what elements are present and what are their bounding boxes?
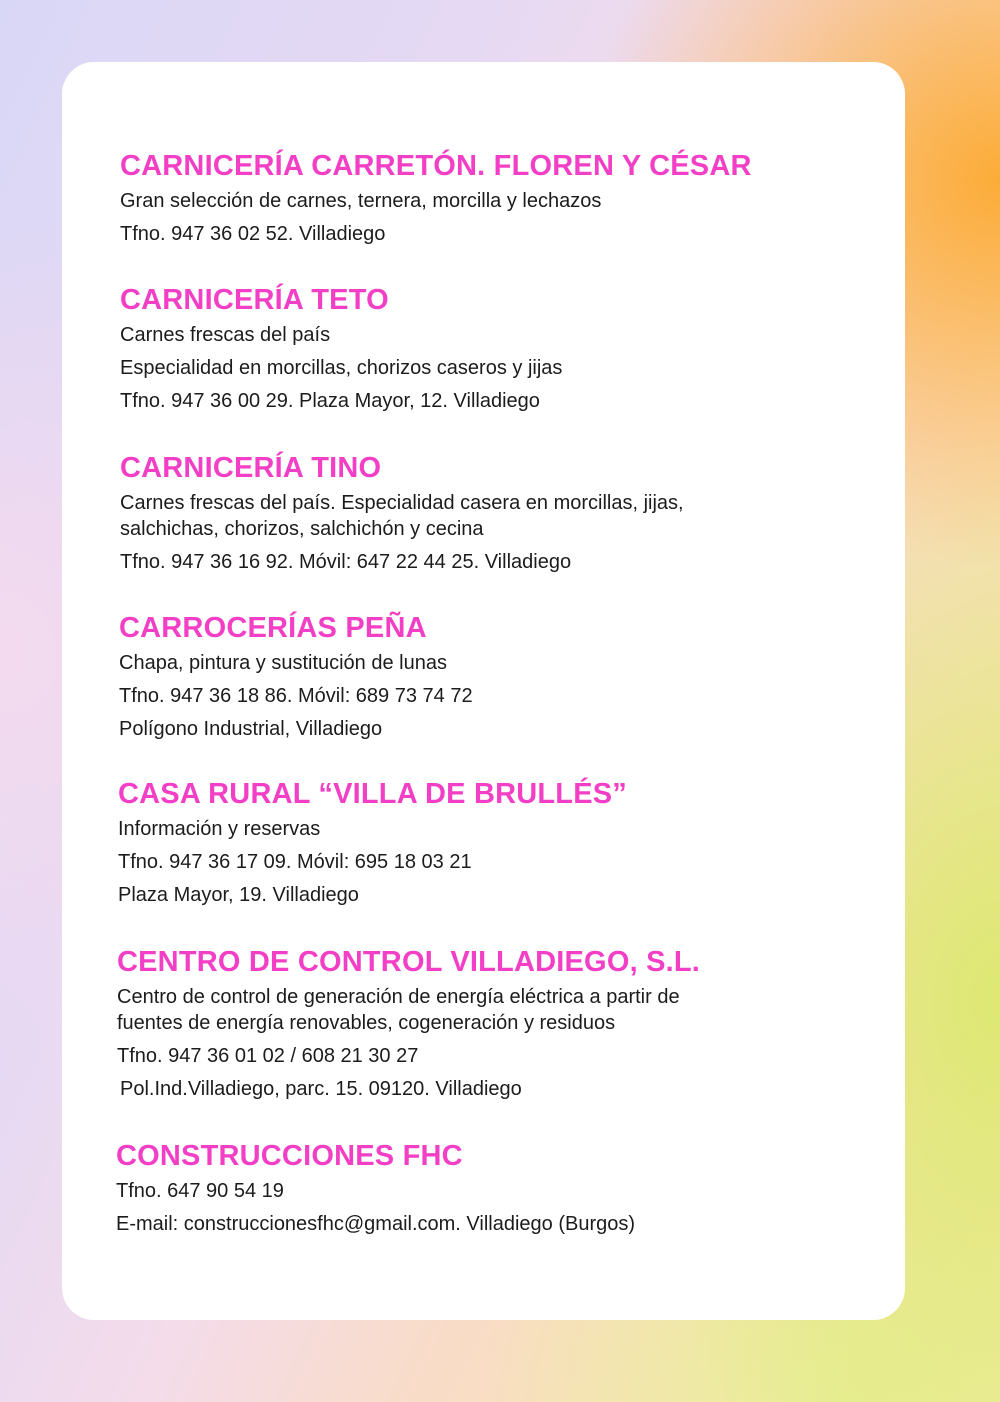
business-entry xyxy=(116,1138,876,1237)
business-description: Carnes frescas del país xyxy=(120,324,331,346)
business-description-cont: fuentes de energía renovables, cogeneración y residuos xyxy=(117,1012,616,1034)
business-entry xyxy=(120,282,880,414)
business-entry xyxy=(120,148,880,247)
business-phone: Tfno. 947 36 00 29. Plaza Mayor, 12. Villadiego xyxy=(120,390,540,412)
business-description: Gran selección de carnes, ternera, morcilla y lechazos xyxy=(120,190,602,212)
business-name: CARNICERÍA TETO xyxy=(120,284,389,316)
business-email[interactable]: E-mail: construccionesfhc@gmail.com. Villadiego (Burgos) xyxy=(116,1213,636,1235)
business-entry xyxy=(119,610,879,742)
business-entry xyxy=(120,450,880,575)
business-specialty: Especialidad en morcillas, chorizos caseros y jijas xyxy=(120,357,563,379)
business-address: Polígono Industrial, Villadiego xyxy=(119,718,383,740)
business-entry xyxy=(118,776,878,908)
business-name: CENTRO DE CONTROL VILLADIEGO, S.L. xyxy=(117,946,701,978)
business-address: Pol.Ind.Villadiego, parc. 15. 09120. Villadiego xyxy=(120,1078,522,1100)
business-name: CARNICERÍA TINO xyxy=(120,452,382,484)
business-description: Carnes frescas del país. Especialidad casera en morcillas, jijas, xyxy=(120,492,684,514)
business-phone: Tfno. 947 36 17 09. Móvil: 695 18 03 21 xyxy=(118,851,472,873)
business-description: Información y reservas xyxy=(118,818,321,840)
business-name: CARNICERÍA CARRETÓN. FLOREN Y CÉSAR xyxy=(120,150,752,182)
business-description: Centro de control de generación de energía eléctrica a partir de xyxy=(117,986,680,1008)
business-phone: Tfno. 947 36 01 02 / 608 21 30 27 xyxy=(117,1045,419,1067)
business-description-cont: salchichas, chorizos, salchichón y cecina xyxy=(120,518,484,540)
business-name: CARROCERÍAS PEÑA xyxy=(119,612,427,644)
business-name: CASA RURAL “VILLA DE BRULLÉS” xyxy=(118,778,628,810)
directory-card xyxy=(62,62,905,1320)
business-phone: Tfno. 947 36 02 52. Villadiego xyxy=(120,223,386,245)
business-name: CONSTRUCCIONES FHC xyxy=(116,1140,463,1172)
business-entry xyxy=(117,944,877,1102)
business-phone: Tfno. 947 36 18 86. Móvil: 689 73 74 72 xyxy=(119,685,473,707)
business-address: Plaza Mayor, 19. Villadiego xyxy=(118,884,359,906)
business-phone: Tfno. 647 90 54 19 xyxy=(116,1180,284,1202)
business-phone: Tfno. 947 36 16 92. Móvil: 647 22 44 25. Villadiego xyxy=(120,551,572,573)
business-description: Chapa, pintura y sustitución de lunas xyxy=(119,652,447,674)
